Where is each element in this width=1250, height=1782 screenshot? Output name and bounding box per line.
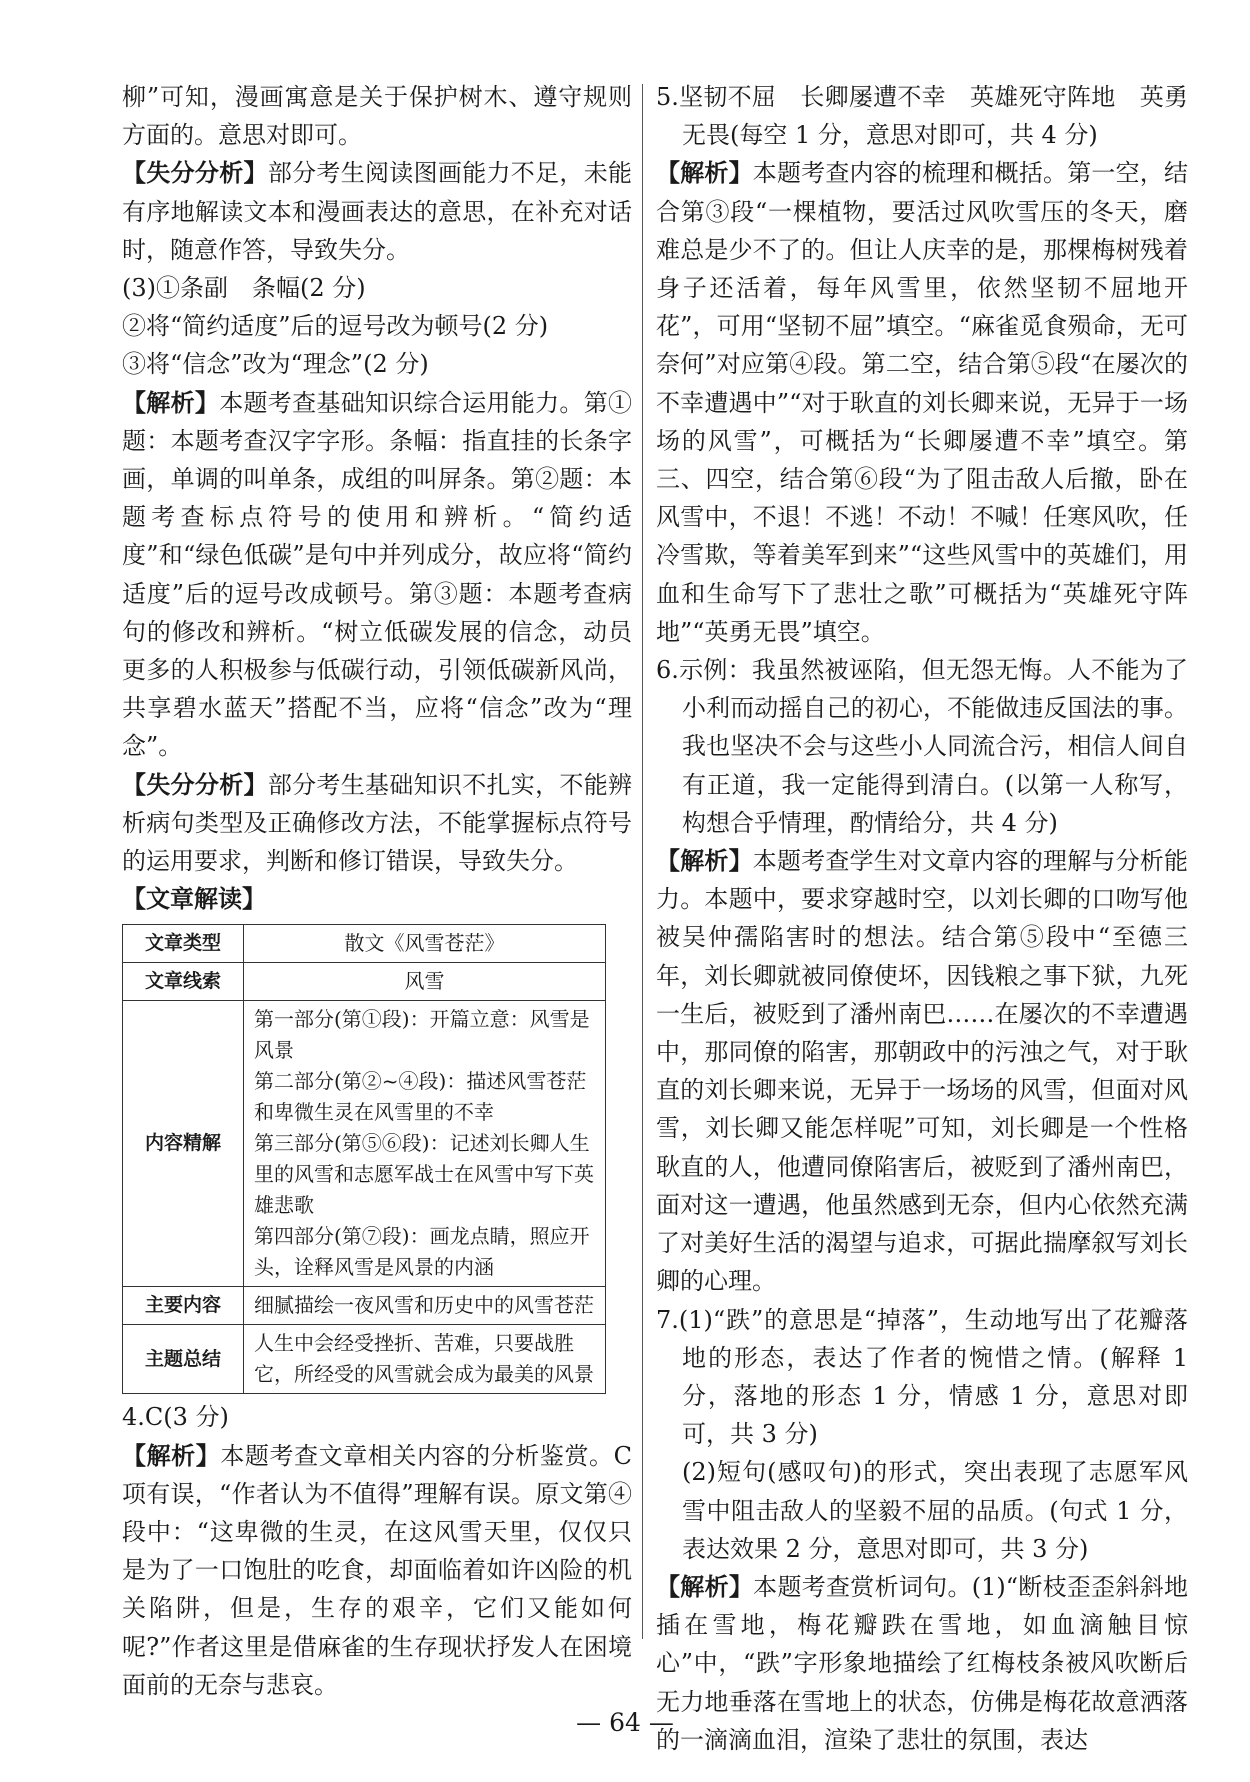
row-header: 主题总结 <box>123 1325 244 1394</box>
article-interpretation-table <box>122 924 606 1394</box>
analysis-3 <box>122 384 632 766</box>
answer-7-2: (2)短句(感叹句)的形式，突出表现了志愿军风雪中阻击敌人的坚毅不屈的品质。(句式 1 分，表达效果 2 分，意思对即可，共 3 分) <box>682 1458 1188 1563</box>
answer-3-2: ②将“简约适度”后的逗号改为顿号(2 分) <box>122 312 549 341</box>
table-row <box>123 1287 606 1325</box>
content-part-3: 第三部分(第⑤⑥段)：记述刘长卿人生里的风雪和志愿军战士在风雪中写下英雄悲歌 <box>254 1131 594 1218</box>
table-row <box>123 1325 606 1394</box>
analysis-4 <box>122 1437 632 1704</box>
analysis-tag: 【解析】 <box>656 846 753 876</box>
right-column <box>656 78 1188 1759</box>
row-value: 散文《风雪苍茫》 <box>244 925 606 963</box>
row-value: 风雪 <box>244 963 606 1001</box>
content-part-1: 第一部分(第①段)：开篇立意：风雪是风景 <box>254 1007 590 1063</box>
analysis-6 <box>656 842 1188 1300</box>
answer-5: 5.坚韧不屈 长卿屡遭不幸 英雄死守阵地 英勇无畏(每空 1 分，意思对即可，共 4 分) <box>656 83 1188 150</box>
analysis-text: 本题考查赏析词句。(1)“断枝歪歪斜斜地插在雪地，梅花瓣跌在雪地，如血滴触目惊心”中，“跌”字形象地描绘了红梅枝条被风吹断后无力地垂落在雪地上的状态，仿佛是梅花故意洒落的一滴滴血泪，渲染了悲壮的氛围，表达 <box>656 1572 1189 1754</box>
analysis-text: 本题考查内容的梳理和概括。第一空，结合第③段“一棵植物，要活过风吹雪压的冬天，磨难总是少不了的。但让人庆幸的是，那棵梅树残着身子还活着，每年风雪里，依然坚韧不屈地开花”，可用“坚韧不屈”填空。“麻雀觅食殒命，无可奈何”对应第④段。第二空，结合第⑤段“在屡次的不幸遭遇中”“对于耿直的刘长卿来说，无异于一场场的风雪”，可概括为“长卿屡遭不幸”填空。第三、四空，结合第⑥段“为了阻击敌人后撤，卧在风雪中，不退！不逃！不动！不喊！任寒风吹，任冷雪欺，等着美军到来”“这些风雪中的英雄们，用血和生命写下了悲壮之歌”可概括为“英雄死守阵地”“英勇无畏”填空。 <box>656 159 1189 646</box>
loss-analysis-tag: 【失分分析】 <box>122 769 268 799</box>
content-part-4: 第四部分(第⑦段)：画龙点睛，照应开头，诠释风雪是风景的内涵 <box>254 1224 590 1280</box>
table-row <box>123 1001 606 1287</box>
answer-6: 6.示例：我虽然被诬陷，但无怨无悔。人不能为了小利而动摇自己的初心，不能做违反国法的事。我也坚决不会与这些小人同流合污，相信人间自有正道，我一定能得到清白。(以第一人称写，构想合乎情理，酌情给分，共 4 分) <box>656 656 1188 837</box>
column-divider <box>642 84 643 1639</box>
row-header: 主要内容 <box>123 1287 244 1325</box>
analysis-text: 本题考查基础知识综合运用能力。第①题：本题考查汉字字形。条幅：指直挂的长条字画，单调的叫单条，成组的叫屏条。第②题：本题考查标点符号的使用和辨析。“简约适度”和“绿色低碳”是句中并列成分，故应将“简约适度”后的逗号改成顿号。第③题：本题考查病句的修改和辨析。“树立低碳发展的信念，动员更多的人积极参与低碳行动，引领低碳新风尚，共享碧水蓝天”搭配不当，应将“信念”改为“理念”。 <box>122 388 633 761</box>
answer-3-3: ③将“信念”改为“理念”(2 分) <box>122 350 429 379</box>
content-part-2: 第二部分(第②~④段)：描述风雪苍茫和卑微生灵在风雪里的不幸 <box>254 1069 587 1125</box>
table-row <box>123 963 606 1001</box>
table-row <box>123 925 606 963</box>
analysis-tag: 【解析】 <box>122 1440 221 1470</box>
loss-analysis-tag: 【失分分析】 <box>122 158 268 188</box>
row-header: 内容精解 <box>123 1001 244 1287</box>
row-value: 人生中会经受挫折、苦难，只要战胜它，所经受的风雪就会成为最美的风景 <box>244 1325 606 1394</box>
analysis-tag: 【解析】 <box>122 387 220 417</box>
answer-4: 4.C(3 分) <box>122 1403 229 1432</box>
loss-analysis-1 <box>122 154 632 269</box>
loss-analysis-text: 部分考生阅读图画能力不足，未能有序地解读文本和漫画表达的意思，在补充对话时，随意作答，导致失分。 <box>122 159 633 264</box>
row-header: 文章类型 <box>123 925 244 963</box>
analysis-text: 本题考查学生对文章内容的理解与分析能力。本题中，要求穿越时空，以刘长卿的口吻写他被吴仲孺陷害时的想法。结合第⑤段中“至德三年，刘长卿就被同僚使坏，因钱粮之事下狱，九死一生后，被贬到了潘州南巴……在屡次的不幸遭遇中，那同僚的陷害，那朝政中的污浊之气，对于耿直的刘长卿来说，无异于一场场的风雪，但面对风雪，刘长卿又能怎样呢”可知，刘长卿是一个性格耿直的人，他遭同僚陷害后，被贬到了潘州南巴，面对这一遭遇，他虽然感到无奈，但内心依然充满了对美好生活的渴望与追求，可据此揣摩叙写刘长卿的心理。 <box>656 847 1189 1296</box>
analysis-5 <box>656 154 1188 651</box>
answer-3-1: (3)①条副 条幅(2 分) <box>122 274 366 303</box>
article-interpretation-heading: 【文章解读】 <box>122 884 266 914</box>
analysis-tag: 【解析】 <box>656 158 753 188</box>
loss-analysis-2 <box>122 766 632 881</box>
analysis-tag: 【解析】 <box>656 1571 754 1601</box>
text-p1: 柳”可知，漫画寓意是关于保护树木、遵守规则方面的。意思对即可。 <box>122 83 632 150</box>
row-value <box>244 1001 606 1287</box>
left-column <box>122 78 632 1704</box>
analysis-text: 本题考查文章相关内容的分析鉴赏。C 项有误，“作者认为不值得”理解有误。原文第④段中：“这卑微的生灵，在这风雪天里，仅仅只是为了一口饱肚的吃食，却面临着如许凶险的机关陷阱，但是，生存的艰辛，它们又能如何呢?”作者这里是借麻雀的生存现状抒发人在困境面前的无奈与悲哀。 <box>122 1441 632 1699</box>
row-header: 文章线索 <box>123 963 244 1001</box>
page-number: — 64 — <box>576 1708 674 1737</box>
loss-analysis-text: 部分考生基础知识不扎实，不能辨析病句类型及正确修改方法，不能掌握标点符号的运用要求，判断和修订错误，导致失分。 <box>122 770 633 876</box>
row-value: 细腻描绘一夜风雪和历史中的风雪苍茫 <box>244 1287 606 1325</box>
answer-7-1: 7.(1)“跌”的意思是“掉落”，生动地写出了花瓣落地的形态，表达了作者的惋惜之情。(解释 1 分，落地的形态 1 分，情感 1 分，意思对即可，共 3 分) <box>656 1305 1188 1449</box>
